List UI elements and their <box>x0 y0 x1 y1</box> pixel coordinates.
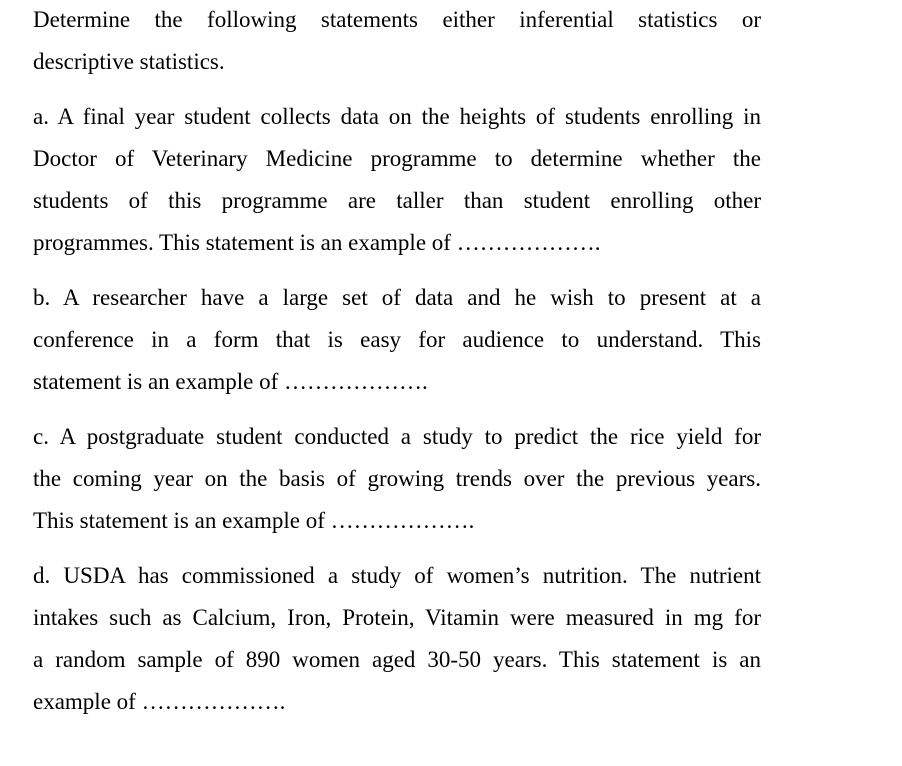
question-d <box>33 556 761 724</box>
question-line: d. USDA has commissioned a study of women’s nutrition. The nutrient <box>33 563 761 588</box>
question-line: example of ………………. <box>33 689 286 714</box>
question-c <box>33 417 761 543</box>
question-a <box>33 97 761 265</box>
intro-line: Determine the following statements either inferential statistics or <box>33 7 761 32</box>
question-line: conference in a form that is easy for audience to understand. This <box>33 327 761 352</box>
question-line: This statement is an example of ………………. <box>33 508 475 533</box>
question-line: a. A final year student collects data on the heights of students enrolling in <box>33 104 761 129</box>
question-b <box>33 278 761 404</box>
question-line: students of this programme are taller than student enrolling other <box>33 188 761 213</box>
question-line: statement is an example of ………………. <box>33 369 428 394</box>
intro-line: descriptive statistics. <box>33 49 225 74</box>
document-page <box>33 0 761 724</box>
question-line: b. A researcher have a large set of data and he wish to present at a <box>33 285 761 310</box>
question-line: Doctor of Veterinary Medicine programme to determine whether the <box>33 146 761 171</box>
question-line: a random sample of 890 women aged 30-50 years. This statement is an <box>33 647 761 672</box>
question-line: c. A postgraduate student conducted a study to predict the rice yield for <box>33 424 761 449</box>
question-line: programmes. This statement is an example of ………………. <box>33 230 601 255</box>
intro-paragraph <box>33 0 761 84</box>
question-line: the coming year on the basis of growing trends over the previous years. <box>33 466 761 491</box>
question-line: intakes such as Calcium, Iron, Protein, Vitamin were measured in mg for <box>33 605 761 630</box>
